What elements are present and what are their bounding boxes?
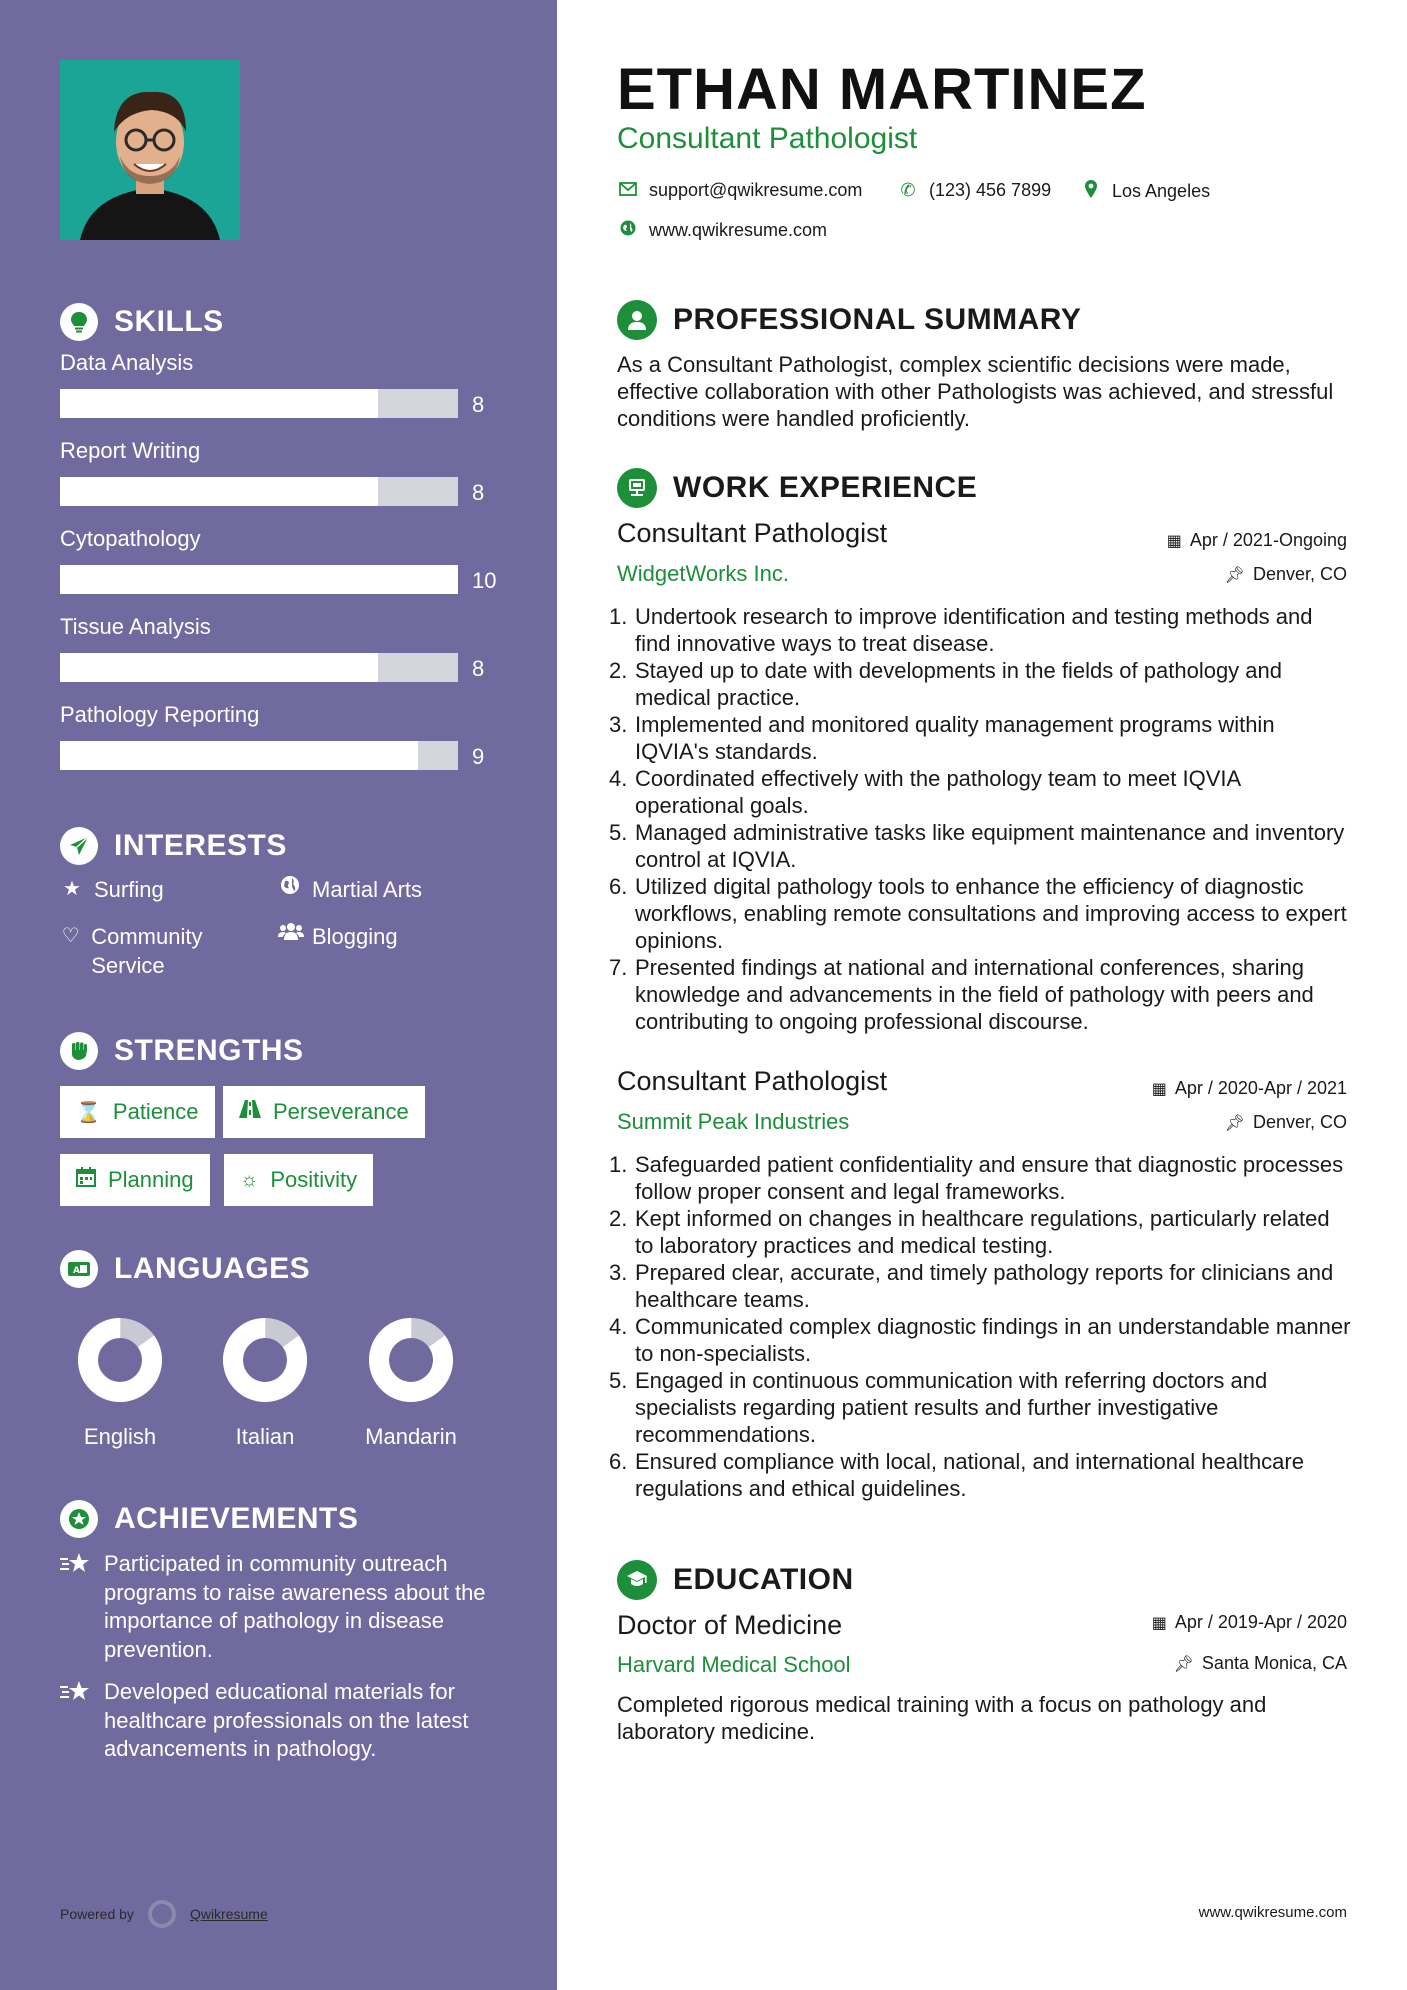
education-location bbox=[1174, 1653, 1347, 1674]
language-label: Italian bbox=[235, 1424, 295, 1449]
calendar-icon: ▦ bbox=[1166, 532, 1182, 550]
achievement-text: Developed educational materials for healthcare professionals on the latest advancements in pathology. bbox=[104, 1679, 469, 1761]
job-bullet: 5. Engaged in continuous communication with referring doctors and specialists regarding patient results and further investigative recommendations. bbox=[609, 1368, 1268, 1447]
languages-heading bbox=[60, 1250, 310, 1288]
phone-text: (123) 456 7899 bbox=[929, 180, 1052, 200]
job-bullet-text: Communicated complex diagnostic findings in an understandable manner to non-specialists. bbox=[635, 1314, 1351, 1366]
language-proficiency-ring bbox=[366, 1315, 456, 1405]
education-location-text: Santa Monica, CA bbox=[1201, 1653, 1347, 1673]
language-proficiency-arc bbox=[366, 1315, 455, 1404]
calendar-icon: ▦ bbox=[1151, 1614, 1167, 1632]
strength-badge bbox=[223, 1086, 425, 1138]
skill-level: 8 bbox=[472, 392, 485, 417]
contact-email[interactable] bbox=[617, 180, 862, 201]
interest-label: Surfing bbox=[94, 877, 164, 902]
interest-label: Blogging bbox=[312, 924, 398, 949]
skill-bar bbox=[60, 389, 458, 418]
briefcase-icon bbox=[617, 468, 657, 508]
hourglass-icon: ⌛ bbox=[76, 1101, 101, 1124]
skill-name: Report Writing bbox=[60, 438, 201, 463]
job-bullet: 2. Stayed up to date with developments in the fields of pathology and medical practice. bbox=[609, 658, 1282, 710]
languages-title: LANGUAGES bbox=[114, 1252, 311, 1285]
qwikresume-logo-icon bbox=[148, 1900, 176, 1928]
job-bullet: 3. Implemented and monitored quality management programs within IQVIA's standards. bbox=[609, 712, 1275, 764]
strength-label: Perseverance bbox=[273, 1099, 409, 1124]
job-dates bbox=[1167, 530, 1347, 551]
interest-item bbox=[278, 875, 422, 904]
education-dates bbox=[1152, 1612, 1347, 1633]
envelope-icon bbox=[617, 180, 639, 201]
job-bullet-text: Undertook research to improve identification and testing methods and find innovative ways to treat disease. bbox=[635, 604, 1313, 656]
language-proficiency-arc bbox=[75, 1315, 164, 1404]
skill-item bbox=[60, 438, 500, 505]
job-bullet-text: Ensured compliance with local, national, and international healthcare regulations and ethical guidelines. bbox=[635, 1449, 1304, 1501]
skill-bar-fill bbox=[60, 741, 418, 770]
language-proficiency-ring bbox=[75, 1315, 165, 1405]
job-bullet: 4. Communicated complex diagnostic findings in an understandable manner to non-specialists. bbox=[609, 1314, 1351, 1366]
language-item bbox=[195, 1315, 335, 1450]
powered-by bbox=[60, 1900, 268, 1928]
skills-heading bbox=[60, 303, 224, 341]
language-label: English bbox=[83, 1424, 157, 1449]
summary-text: As a Consultant Pathologist, complex scientific decisions were made, effective collaboration with other Pathologists was achieved, and stressful conditions were handled proficiently. bbox=[617, 352, 1334, 431]
contact-location bbox=[1080, 180, 1210, 203]
education-heading bbox=[617, 1560, 854, 1600]
job-bullet-text: Implemented and monitored quality management programs within IQVIA's standards. bbox=[635, 712, 1275, 764]
skill-bar bbox=[60, 741, 458, 770]
interest-item bbox=[60, 875, 164, 904]
skill-item bbox=[60, 350, 500, 417]
profile-photo bbox=[60, 60, 240, 240]
contact-phone[interactable] bbox=[897, 180, 1051, 201]
job-title: Consultant Pathologist bbox=[617, 1066, 888, 1096]
job-title: Consultant Pathologist bbox=[617, 518, 888, 548]
summary-heading bbox=[617, 300, 1081, 340]
candidate-role: Consultant Pathologist bbox=[617, 122, 918, 155]
degree-title: Doctor of Medicine bbox=[617, 1610, 843, 1640]
person-avatar-icon bbox=[60, 60, 240, 240]
achievements-heading bbox=[60, 1500, 358, 1538]
skill-item bbox=[60, 526, 500, 593]
strength-badge bbox=[224, 1154, 373, 1206]
education-dates-text: Apr / 2019-Apr / 2020 bbox=[1174, 1612, 1347, 1632]
job-bullet: 6. Utilized digital pathology tools to enhance the efficiency of diagnostic workflows, enabling remote consultations and improving access to expert opinions. bbox=[609, 874, 1347, 953]
pushpin-icon: 📌︎ bbox=[1224, 1114, 1245, 1132]
job-location-text: Denver, CO bbox=[1252, 1112, 1347, 1132]
skill-level: 10 bbox=[472, 568, 497, 593]
sun-icon: ☼ bbox=[240, 1168, 259, 1191]
language-icon bbox=[60, 1250, 98, 1288]
skill-bar-fill bbox=[60, 389, 378, 418]
candidate-name: ETHAN MARTINEZ bbox=[617, 57, 1147, 122]
job-bullet-text: Coordinated effectively with the pathology team to meet IQVIA operational goals. bbox=[635, 766, 1240, 818]
job-bullet-text: Managed administrative tasks like equipment maintenance and inventory control at IQVIA. bbox=[635, 820, 1345, 872]
skill-level: 8 bbox=[472, 656, 485, 681]
job-bullet: 4. Coordinated effectively with the pathology team to meet IQVIA operational goals. bbox=[609, 766, 1240, 818]
achievements-title: ACHIEVEMENTS bbox=[114, 1502, 359, 1535]
strengths-title: STRENGTHS bbox=[114, 1034, 304, 1067]
calendar-icon bbox=[76, 1167, 96, 1193]
users-icon bbox=[278, 922, 302, 951]
website-text: www.qwikresume.com bbox=[649, 220, 828, 240]
skill-bar-fill bbox=[60, 653, 378, 682]
graduation-cap-icon bbox=[617, 1560, 657, 1600]
job-bullet: 6. Ensured compliance with local, national, and international healthcare regulations and ethical guidelines. bbox=[609, 1449, 1304, 1501]
skill-bar bbox=[60, 565, 458, 594]
skill-item bbox=[60, 702, 500, 769]
interests-heading bbox=[60, 827, 287, 865]
job-bullet-text: Engaged in continuous communication with referring doctors and specialists regarding patient results and further investigative recommendations. bbox=[635, 1368, 1268, 1447]
pushpin-icon: 📌︎ bbox=[1224, 566, 1245, 584]
achievement-text: Participated in community outreach programs to raise awareness about the importance of pathology in disease prevention. bbox=[104, 1551, 486, 1662]
email-text: support@qwikresume.com bbox=[649, 180, 863, 200]
strength-label: Planning bbox=[108, 1167, 194, 1192]
job-bullet-text: Kept informed on changes in healthcare regulations, particularly related to laboratory practices and medical testing. bbox=[635, 1206, 1330, 1258]
paper-plane-icon bbox=[60, 827, 98, 865]
language-proficiency-ring bbox=[220, 1315, 310, 1405]
interest-label: Martial Arts bbox=[312, 877, 423, 902]
job-dates-text: Apr / 2021-Ongoing bbox=[1189, 530, 1347, 550]
experience-heading bbox=[617, 468, 977, 508]
road-icon bbox=[239, 1100, 261, 1124]
job-bullet-text: Stayed up to date with developments in the fields of pathology and medical practice. bbox=[635, 658, 1282, 710]
skill-bar bbox=[60, 653, 458, 682]
language-item bbox=[50, 1315, 190, 1450]
skill-bar-fill bbox=[60, 477, 378, 506]
job-bullet-text: Presented findings at national and international conferences, sharing knowledge and advancements in the field of pathology with peers and contributing to ongoing professional discourse. bbox=[635, 955, 1314, 1034]
skill-level: 9 bbox=[472, 744, 485, 769]
job-bullet: 2. Kept informed on changes in healthcare regulations, particularly related to laboratory practices and medical testing. bbox=[609, 1206, 1330, 1258]
summary-title: PROFESSIONAL SUMMARY bbox=[673, 303, 1082, 336]
job-bullet: 7. Presented findings at national and international conferences, sharing knowledge and advancements in the field of pathology with peers and contributing to ongoing professional discourse. bbox=[609, 955, 1314, 1034]
job-location bbox=[1225, 564, 1347, 585]
job-location-text: Denver, CO bbox=[1252, 564, 1347, 584]
job-dates bbox=[1152, 1078, 1347, 1099]
strength-badge bbox=[60, 1086, 215, 1138]
job-bullet-text: Utilized digital pathology tools to enhance the efficiency of diagnostic workflows, enabling remote consultations and improving access to expert opinions. bbox=[635, 874, 1347, 953]
lightbulb-icon bbox=[60, 303, 98, 341]
globe-icon bbox=[617, 220, 639, 241]
heart-icon: ♡ bbox=[61, 925, 80, 947]
job-bullet: 5. Managed administrative tasks like equipment maintenance and inventory control at IQVIA. bbox=[609, 820, 1345, 872]
powered-by-label: Powered by bbox=[60, 1906, 134, 1922]
education-description: Completed rigorous medical training with a focus on pathology and laboratory medicine. bbox=[617, 1692, 1267, 1744]
strength-badge bbox=[60, 1154, 210, 1206]
job-bullet: 1. Undertook research to improve identification and testing methods and find innovative ways to treat disease. bbox=[609, 604, 1313, 656]
footer-url[interactable]: www.qwikresume.com bbox=[1198, 1904, 1347, 1921]
svg-text:A: A bbox=[73, 1266, 81, 1276]
interest-item bbox=[278, 922, 398, 951]
phone-icon: ✆ bbox=[900, 180, 916, 200]
calendar-icon: ▦ bbox=[1151, 1080, 1167, 1098]
job-company: Summit Peak Industries bbox=[617, 1109, 850, 1134]
achievement-item bbox=[60, 1678, 500, 1764]
user-icon bbox=[617, 300, 657, 340]
school-name: Harvard Medical School bbox=[617, 1652, 851, 1677]
pushpin-icon: 📌︎ bbox=[1173, 1655, 1194, 1673]
language-item bbox=[341, 1315, 481, 1450]
education-title: EDUCATION bbox=[673, 1563, 854, 1596]
job-company: WidgetWorks Inc. bbox=[617, 561, 789, 586]
skill-name: Tissue Analysis bbox=[60, 614, 211, 639]
experience-title: WORK EXPERIENCE bbox=[673, 471, 978, 504]
qwikresume-link[interactable]: Qwikresume bbox=[189, 1906, 268, 1922]
shooting-star-icon bbox=[60, 1550, 92, 1664]
job-bullets bbox=[609, 1151, 1352, 1502]
job-dates-text: Apr / 2020-Apr / 2021 bbox=[1174, 1078, 1347, 1098]
skill-level: 8 bbox=[472, 480, 485, 505]
contact-website[interactable] bbox=[617, 220, 827, 241]
strength-label: Positivity bbox=[270, 1167, 358, 1192]
skill-bar-fill bbox=[60, 565, 458, 594]
achievement-item bbox=[60, 1550, 500, 1664]
skill-name: Cytopathology bbox=[60, 526, 201, 551]
skills-title: SKILLS bbox=[114, 305, 224, 338]
star-icon: ★ bbox=[63, 878, 81, 900]
award-star-icon bbox=[60, 1500, 98, 1538]
interest-item bbox=[60, 922, 260, 980]
skill-bar bbox=[60, 477, 458, 506]
job-bullet-text: Safeguarded patient confidentiality and ensure that diagnostic processes follow proper consent and legal frameworks. bbox=[635, 1152, 1344, 1204]
strength-label: Patience bbox=[112, 1099, 199, 1124]
sidebar bbox=[0, 0, 557, 1990]
globe-icon bbox=[278, 875, 302, 904]
shooting-star-icon bbox=[60, 1678, 92, 1764]
job-bullets bbox=[609, 603, 1352, 1035]
strengths-heading bbox=[60, 1032, 304, 1070]
interests-title: INTERESTS bbox=[114, 829, 287, 862]
skill-name: Pathology Reporting bbox=[60, 702, 260, 727]
job-location bbox=[1225, 1112, 1347, 1133]
location-text: Los Angeles bbox=[1112, 181, 1211, 201]
skill-item bbox=[60, 614, 500, 681]
language-label: Mandarin bbox=[365, 1424, 457, 1449]
interest-label: Community Service bbox=[91, 924, 203, 978]
fist-icon bbox=[60, 1032, 98, 1070]
job-bullet: 1. Safeguarded patient confidentiality and ensure that diagnostic processes follow proper consent and legal frameworks. bbox=[609, 1152, 1344, 1204]
job-bullet: 3. Prepared clear, accurate, and timely pathology reports for clinicians and healthcare teams. bbox=[609, 1260, 1334, 1312]
job-bullet-text: Prepared clear, accurate, and timely pathology reports for clinicians and healthcare teams. bbox=[635, 1260, 1334, 1312]
skill-name: Data Analysis bbox=[60, 350, 194, 375]
map-pin-icon bbox=[1080, 180, 1102, 203]
language-proficiency-arc bbox=[220, 1315, 309, 1404]
